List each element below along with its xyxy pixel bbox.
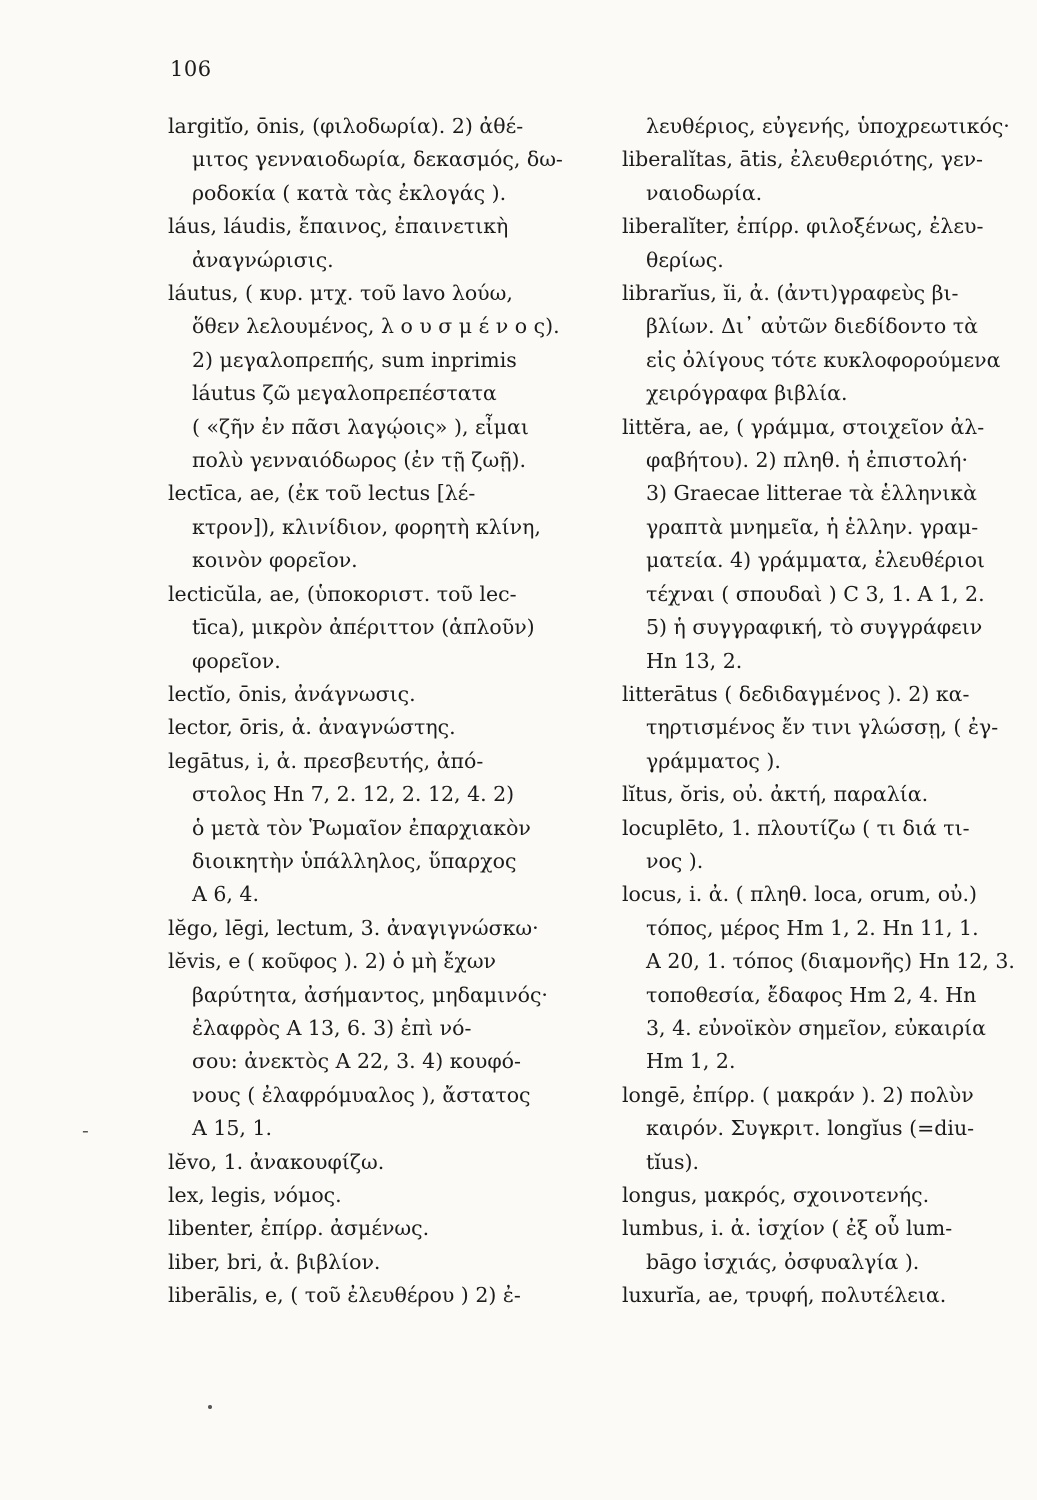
dictionary-line: láus, láudis, ἔπαινος, ἐπαινετικὴ: [168, 214, 509, 239]
dictionary-line: 3) Graecae litterae τὰ ἑλληνικὰ: [646, 481, 977, 506]
dictionary-line: littĕra, ae, ( γράμμα, στοιχεῖον ἀλ-: [622, 414, 985, 439]
dictionary-line: lectīca, ae, (ἐκ τοῦ lectus [λέ-: [168, 481, 476, 506]
margin-mark: -: [82, 1118, 89, 1142]
dictionary-line: lector, ōris, ἀ. ἀναγνώστης.: [168, 715, 456, 740]
dictionary-line: ματεία. 4) γράμματα, ἐλευθέριοι: [646, 548, 985, 573]
dictionary-line: εἰς ὀλίγους τότε κυκλοφορούμενα: [646, 347, 1001, 372]
dictionary-line: χειρόγραφα βιβλία.: [646, 381, 848, 406]
page-number: 106: [170, 57, 212, 81]
dictionary-line: liberālis, e, ( τοῦ ἐλευθέρου ) 2) ἐ-: [168, 1283, 521, 1308]
dictionary-line: lex, legis, νόμος.: [168, 1183, 342, 1207]
dictionary-line: καιρόν. Συγκριτ. longĭus (=diu-: [646, 1116, 975, 1141]
dictionary-line: σου: ἀνεκτὸς A 22, 3. 4) κουφό-: [192, 1049, 521, 1074]
dictionary-line: librarĭus, ĭi, ἀ. (ἀντι)γραφεὺς βι-: [622, 281, 959, 306]
dictionary-line: μιτος γενναιοδωρία, δεκασμός, δω-: [192, 147, 563, 172]
dictionary-line: γράμματος ).: [646, 748, 781, 773]
dictionary-line: lĕgo, lēgi, lectum, 3. ἀναγιγνώσκω·: [168, 915, 539, 940]
dictionary-line: βαρύτητα, ἀσήμαντος, μηδαμινός·: [192, 982, 548, 1007]
dictionary-line: lecticŭla, ae, (ὑποκοριστ. τοῦ lec-: [168, 581, 517, 606]
dictionary-line: A 20, 1. τόπος (διαμονῆς) Hn 12, 3.: [646, 949, 1015, 974]
dictionary-line: lĕvo, 1. ἀνακουφίζω.: [168, 1149, 385, 1174]
dictionary-line: láutus, ( κυρ. μτχ. τοῦ lavo λούω,: [168, 281, 513, 306]
dictionary-line: τόπος, μέρος Hm 1, 2. Hn 11, 1.: [646, 915, 979, 940]
dictionary-line: tīca), μικρὸν ἀπέριττον (ἁπλοῦν): [192, 615, 535, 640]
dictionary-line: βλίων. Δι᾽ αὐτῶν διεδίδοντο τὰ: [646, 314, 978, 339]
dictionary-line: lĕvis, e ( κοῦφος ). 2) ὁ μὴ ἔχων: [168, 949, 497, 974]
dictionary-line: 2) μεγαλοπρεπής, sum inprimis: [192, 347, 517, 372]
dictionary-line: largitĭo, ōnis, (φιλοδωρία). 2) ἀθέ-: [168, 114, 524, 138]
dictionary-line: τοποθεσία, ἔδαφος Hm 2, 4. Hn: [646, 982, 977, 1007]
dictionary-line: κοινὸν φορεῖον.: [192, 548, 358, 573]
dictionary-line: λευθέριος, εὐγενής, ὑποχρεωτικός·: [646, 114, 1010, 138]
dictionary-line: νους ( ἐλαφρόμυαλος ), ἄστατος: [192, 1082, 531, 1107]
dictionary-line: Hm 1, 2.: [646, 1049, 736, 1074]
dictionary-line: lĭtus, ŏris, οὐ. ἀκτή, παραλία.: [622, 782, 929, 807]
dictionary-line: lumbus, i. ἀ. ἰσχίον ( ἐξ οὗ lum-: [622, 1216, 953, 1241]
dictionary-line: ὁ μετὰ τὸν Ῥωμαῖον ἐπαρχιακὸν: [192, 815, 531, 840]
dictionary-line: liber, bri, ἀ. βιβλίον.: [168, 1249, 381, 1274]
dictionary-line: liberalĭter, ἐπίρρ. φιλοξένως, ἐλευ-: [622, 214, 984, 239]
dictionary-line: Hn 13, 2.: [646, 648, 743, 673]
dictionary-line: longus, μακρός, σχοινοτενής.: [622, 1183, 930, 1207]
dictionary-line: κτρον]), κλινίδιον, φορητὴ κλίνη,: [192, 514, 541, 539]
dictionary-line: ροδοκία ( κατὰ τὰς ἐκλογάς ).: [192, 180, 507, 205]
dictionary-line: A 15, 1.: [192, 1116, 272, 1141]
dictionary-line: litterātus ( δεδιδαγμένος ). 2) κα-: [622, 681, 970, 706]
dictionary-line: πολὺ γενναιόδωρος (ἐν τῇ ζωῇ).: [192, 448, 526, 473]
dictionary-line: νος ).: [646, 848, 704, 873]
dictionary-line: ἀναγνώρισις.: [192, 247, 334, 272]
dictionary-line: τέχναι ( σπουδαὶ ) C 3, 1. A 1, 2.: [646, 581, 985, 606]
dictionary-line: tĭus).: [646, 1149, 700, 1174]
dictionary-line: φαβήτου). 2) πληθ. ἡ ἐπιστολή·: [646, 448, 968, 473]
left-column: [168, 110, 593, 1313]
ink-dot: [208, 1405, 212, 1409]
dictionary-line: ( «ζῆν ἐν πᾶσι λαγῴοις» ), εἶμαι: [192, 414, 529, 439]
dictionary-line: φορεῖον.: [192, 648, 281, 673]
dictionary-line: διοικητὴν ὑπάλληλος, ὕπαρχος: [192, 848, 517, 873]
dictionary-line: lectĭo, ōnis, ἀνάγνωσις.: [168, 681, 416, 706]
dictionary-line: τηρτισμένος ἔν τινι γλώσσῃ, ( ἐγ-: [646, 715, 999, 740]
dictionary-line: locuplēto, 1. πλουτίζω ( τι διά τι-: [622, 815, 970, 840]
dictionary-line: libenter, ἐπίρρ. ἀσμένως.: [168, 1216, 430, 1241]
right-column: [622, 110, 1030, 1313]
dictionary-line: 5) ἡ συγγραφική, τὸ συγγράφειν: [646, 615, 983, 640]
dictionary-line: ὅθεν λελουμένος, λ ο υ σ μ έ ν ο ς).: [192, 314, 560, 339]
dictionary-line: στολος Hn 7, 2. 12, 2. 12, 4. 2): [192, 782, 515, 807]
dictionary-line: ἐλαφρὸς A 13, 6. 3) ἐπὶ νό-: [192, 1015, 472, 1040]
dictionary-line: A 6, 4.: [192, 882, 259, 907]
dictionary-line: ναιοδωρία.: [646, 180, 763, 205]
dictionary-line: bāgo ἰσχιάς, ὀσφυαλγία ).: [646, 1249, 920, 1274]
dictionary-line: longē, ἐπίρρ. ( μακράν ). 2) πολὺν: [622, 1082, 974, 1107]
dictionary-line: luxurĭa, ae, τρυφή, πολυτέλεια.: [622, 1283, 947, 1308]
dictionary-line: γραπτὰ μνημεῖα, ἡ ἑλλην. γραμ-: [646, 514, 979, 539]
dictionary-line: liberalĭtas, ātis, ἐλευθεριότης, γεν-: [622, 147, 983, 172]
dictionary-line: θερίως.: [646, 247, 724, 272]
dictionary-line: locus, i. ἀ. ( πληθ. loca, orum, οὐ.): [622, 882, 978, 907]
dictionary-line: legātus, i, ἀ. πρεσβευτής, ἀπό-: [168, 748, 484, 773]
dictionary-line: láutus ζῶ μεγαλοπρεπέστατα: [192, 381, 497, 406]
dictionary-line: 3, 4. εὐνοϊκὸν σημεῖον, εὐκαιρία: [646, 1015, 987, 1040]
